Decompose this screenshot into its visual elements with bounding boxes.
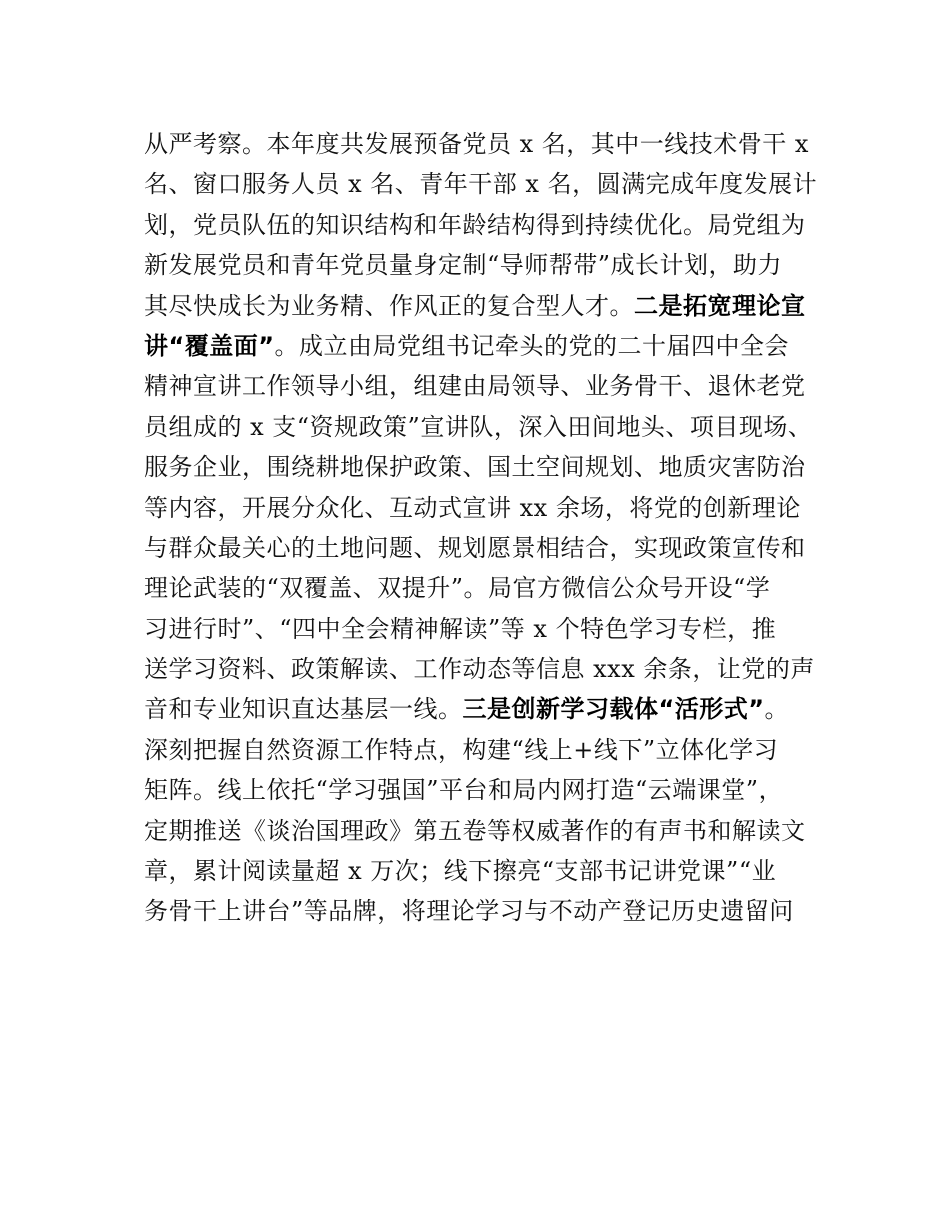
text-run: 精神宣讲工作领导小组，组建由局领导、业务骨干、退休老党 — [144, 372, 806, 401]
text-run: 深刻把握自然资源工作特点，构建“线上+线下”立体化学习 — [144, 735, 779, 764]
bold-heading-run: 讲“覆盖面” — [144, 331, 275, 360]
text-run: 。 — [764, 695, 790, 724]
text-line — [144, 366, 824, 406]
text-line — [144, 164, 824, 204]
text-run: 音和专业知识直达基层一线。 — [144, 695, 463, 724]
text-line — [144, 286, 824, 326]
text-run: 员组成的 x 支“资规政策”宣讲队，深入田间地头、项目现场、 — [144, 412, 813, 441]
text-line — [144, 568, 824, 608]
text-run: 从严考察。本年度共发展预备党员 x 名，其中一线技术骨干 x — [144, 130, 809, 158]
text-run: 划，党员队伍的知识结构和年龄结构得到持续优化。局党组为 — [144, 210, 806, 239]
text-run: 定期推送《谈治国理政》第五卷等权威著作的有声书和解读文 — [144, 816, 806, 845]
text-run: 名、窗口服务人员 x 名、青年干部 x 名，圆满完成年度发展计 — [144, 170, 818, 199]
text-line — [144, 609, 824, 649]
text-run: 其尽快成长为业务精、作风正的复合型人才。 — [144, 291, 634, 320]
text-line — [144, 770, 824, 810]
bold-heading-run: 三是创新学习载体“活形式” — [462, 695, 765, 724]
text-run: 。成立由局党组书记牵头的党的二十届四中全会 — [274, 331, 790, 360]
text-line — [144, 205, 824, 245]
text-run: 矩阵。线上依托“学习强国”平台和局内网打造“云端课堂”， — [144, 776, 784, 805]
text-line — [144, 326, 824, 366]
text-run: 章，累计阅读量超 x 万次；线下擦亮“支部书记讲党课”“业 — [144, 857, 777, 886]
text-line — [144, 528, 824, 568]
document-body-text — [144, 124, 824, 932]
text-line — [144, 811, 824, 851]
text-line — [144, 447, 824, 487]
text-line — [144, 851, 824, 891]
text-line — [144, 407, 824, 447]
text-line — [144, 730, 824, 770]
text-run: 等内容，开展分众化、互动式宣讲 xx 余场，将党的创新理论 — [144, 493, 801, 522]
text-line — [144, 891, 824, 931]
text-run: 理论武装的“双覆盖、双提升”。局官方微信公众号开设“学 — [144, 574, 771, 603]
text-line — [144, 124, 824, 164]
text-run: 送学习资料、政策解读、工作动态等信息 xxx 余条，让党的声 — [144, 655, 815, 684]
text-line — [144, 488, 824, 528]
text-line — [144, 649, 824, 689]
text-run: 新发展党员和青年党员量身定制“导师帮带”成长计划，助力 — [144, 251, 783, 280]
text-run: 务骨干上讲台”等品牌，将理论学习与不动产登记历史遗留问 — [144, 897, 794, 926]
text-line — [144, 689, 824, 729]
text-run: 与群众最关心的土地问题、规划愿景相结合，实现政策宣传和 — [144, 533, 806, 562]
text-line — [144, 245, 824, 285]
text-run: 习进行时”、“四中全会精神解读”等 x 个特色学习专栏，推 — [144, 614, 777, 643]
text-run: 服务企业，围绕耕地保护政策、国土空间规划、地质灾害防治 — [144, 453, 806, 482]
bold-heading-run: 二是拓宽理论宣 — [634, 291, 806, 320]
